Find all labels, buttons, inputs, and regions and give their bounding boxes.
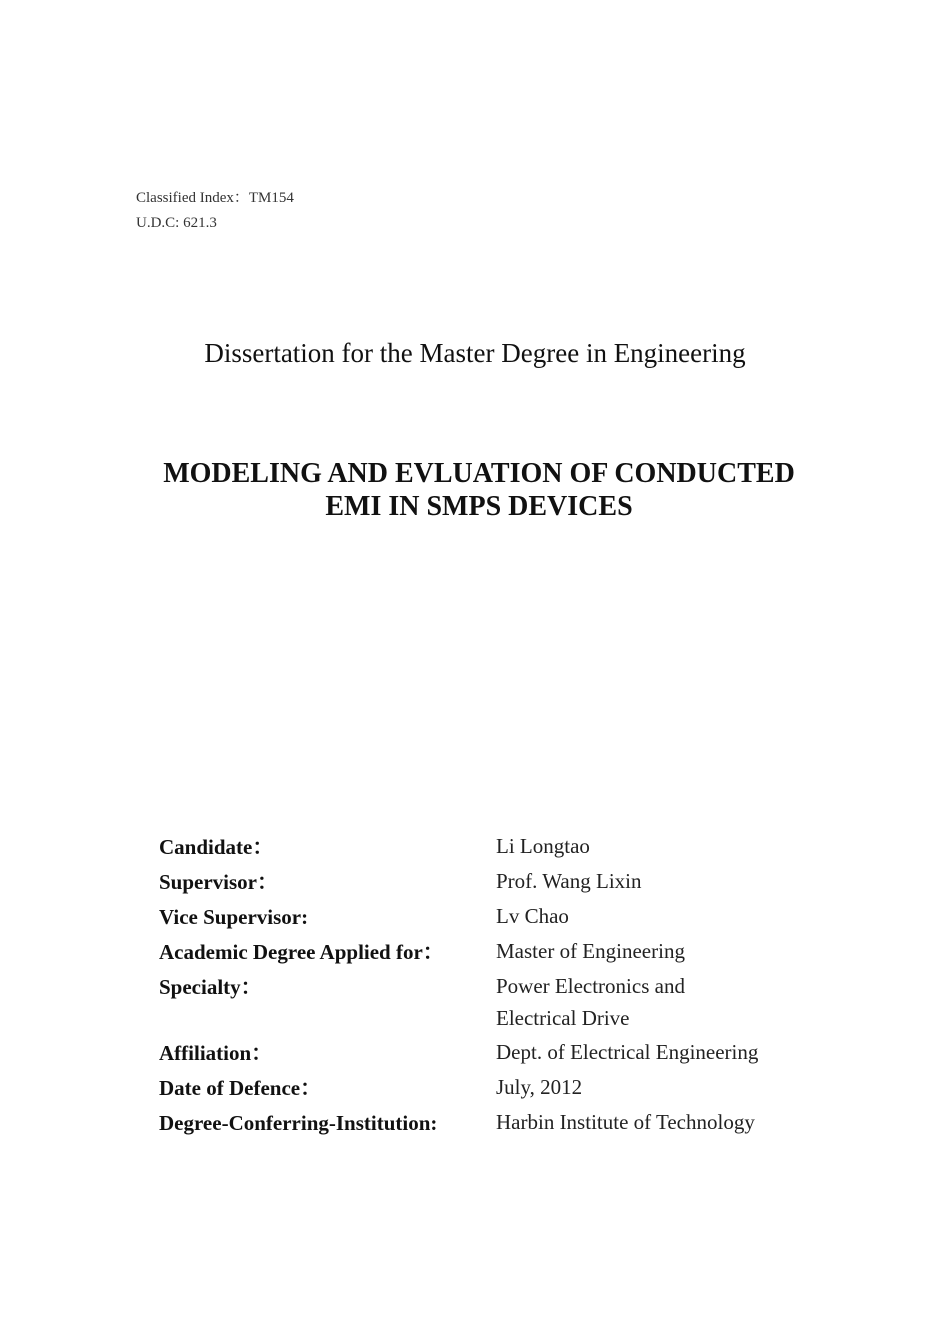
candidate-value: Li Longtao — [496, 834, 590, 858]
info-row-candidate — [159, 830, 859, 865]
dissertation-title — [0, 457, 950, 523]
specialty-value — [496, 970, 859, 1034]
classified-index: Classified Index：TM154 — [136, 190, 294, 206]
info-row-affiliation — [159, 1036, 859, 1071]
institution-value: Harbin Institute of Technology — [496, 1110, 755, 1134]
supervisor-value: Prof. Wang Lixin — [496, 869, 642, 893]
affiliation-label: Affiliation： — [159, 1041, 273, 1065]
academic-degree-label: Academic Degree Applied for： — [159, 940, 444, 964]
date-of-defence-value: July, 2012 — [496, 1075, 583, 1099]
candidate-info-table — [159, 830, 859, 1141]
specialty-value-line-2: Electrical Drive — [496, 1006, 630, 1030]
specialty-label: Specialty： — [159, 975, 262, 999]
title-line-1: MODELING AND EVLUATION OF CONDUCTED — [163, 458, 795, 489]
classification-block — [136, 186, 294, 236]
info-row-date-of-defence — [159, 1071, 859, 1106]
info-row-academic-degree — [159, 935, 859, 970]
institution-label: Degree-Conferring-Institution: — [159, 1111, 438, 1135]
date-of-defence-label: Date of Defence： — [159, 1076, 322, 1100]
vice-supervisor-value: Lv Chao — [496, 904, 569, 928]
supervisor-label: Supervisor： — [159, 870, 279, 894]
candidate-label: Candidate： — [159, 835, 274, 859]
title-line-2: EMI IN SMPS DEVICES — [325, 491, 633, 522]
info-row-specialty — [159, 970, 859, 1036]
degree-statement: Dissertation for the Master Degree in Engineering — [204, 338, 746, 368]
info-row-institution — [159, 1106, 859, 1141]
info-row-vice-supervisor — [159, 900, 859, 935]
academic-degree-value: Master of Engineering — [496, 939, 685, 963]
udc-code: U.D.C: 621.3 — [136, 215, 217, 231]
specialty-value-line-1: Power Electronics and — [496, 974, 685, 998]
info-row-supervisor — [159, 865, 859, 900]
affiliation-value: Dept. of Electrical Engineering — [496, 1040, 759, 1064]
vice-supervisor-label: Vice Supervisor: — [159, 905, 309, 929]
